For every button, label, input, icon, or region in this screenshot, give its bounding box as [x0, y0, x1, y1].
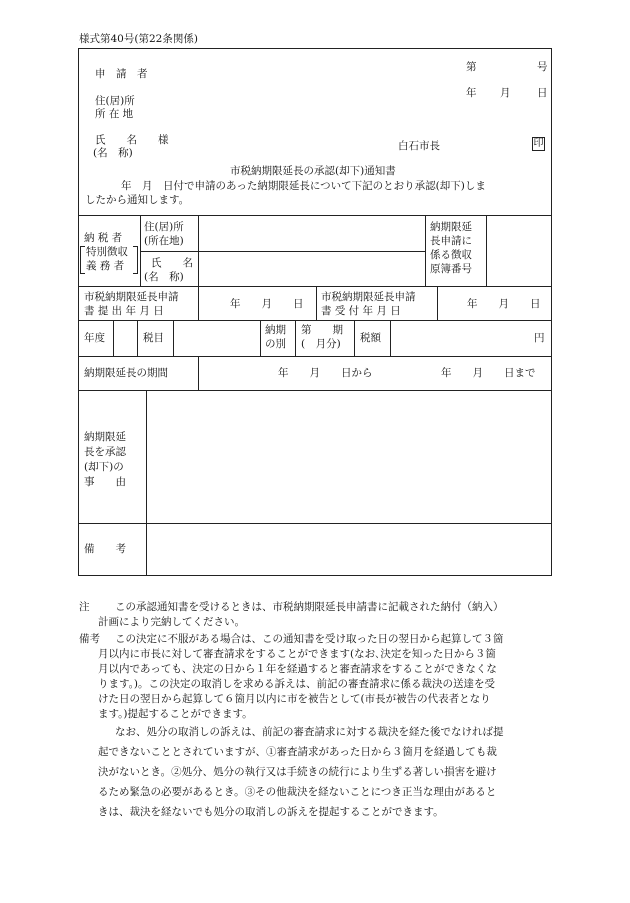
biko-line-2: 月以内に市長に対して審査請求をすることができます(なお､決定を知った日から３箇 — [98, 648, 496, 660]
term-label: 第 期 — [301, 324, 343, 336]
reason-label-4: 事 由 — [84, 476, 126, 488]
bracket-right — [133, 246, 138, 274]
number-dai: 第 — [466, 61, 477, 73]
divider — [140, 251, 425, 252]
special-collector-label: 特別徴収 — [86, 246, 128, 258]
taxpayer-name-label-2: (名 称) — [144, 271, 184, 283]
issue-month: 月 — [500, 87, 511, 99]
period-label-2: の別 — [265, 338, 286, 350]
biko-line-3: 月以内であっても、決定の日から１年を経過すると審査請求をすることができなくな — [98, 663, 497, 675]
taxpayer-label: 納 税 者 — [84, 232, 123, 244]
biko-line-5: けた日の翌日から起算して６箇月以内に市を被告として(市長が被告の代表者となり — [98, 693, 491, 705]
reason-label-2: 長を承認 — [84, 446, 126, 458]
applicant-label: 申 請 者 — [95, 68, 148, 80]
name-label: 氏 名 様 — [95, 134, 169, 146]
note-label: 注 — [79, 601, 90, 613]
obligor-label: 義 務 者 — [86, 260, 125, 272]
para-line-4: るため緊急の必要があるとき。③その他裁決を経ないことにつき正当な理由があると — [98, 786, 497, 798]
divider — [173, 320, 174, 356]
para-line-1: なお、処分の取消しの訴えは、前記の審査請求に対する裁決を経た後でなければ提 — [115, 726, 504, 738]
mayor-name: 白石市長 — [398, 140, 440, 152]
taxpayer-address-label-2: (所在地) — [144, 235, 184, 247]
divider — [78, 523, 552, 524]
extension-from: 年 月 日から — [278, 367, 373, 379]
divider — [146, 390, 147, 576]
para-line-2: 起できないこととされていますが、①審査請求があった日から３箇月を経過しても裁 — [98, 746, 497, 758]
issue-day: 日 — [537, 87, 548, 99]
submit-date-label: 市税納期限延長申請 — [84, 291, 179, 303]
divider — [78, 356, 552, 357]
number-go: 号 — [537, 61, 548, 73]
divider — [295, 320, 296, 356]
receipt-date-label: 市税納期限延長申請 — [321, 291, 416, 303]
address-label-2: 所 在 地 — [95, 108, 134, 120]
form-id: 様式第40号(第22条関係) — [79, 33, 198, 45]
ledger-label-4: 原簿番号 — [430, 263, 472, 275]
divider — [198, 356, 199, 390]
divider — [390, 320, 391, 356]
divider — [78, 286, 552, 287]
divider — [140, 215, 141, 286]
divider — [137, 320, 138, 356]
divider — [78, 215, 552, 216]
remarks-label: 備 考 — [84, 543, 126, 555]
divider — [113, 320, 114, 356]
yen-unit: 円 — [534, 332, 545, 344]
divider — [78, 320, 552, 321]
para-line-3: 決がないとき。②処分、処分の執行又は手続きの続行により生ずる著しい損害を避け — [98, 766, 497, 778]
ledger-label-3: 係る徴収 — [430, 249, 472, 261]
extension-period-label: 納期限延長の期間 — [84, 367, 168, 379]
divider — [486, 215, 487, 286]
ledger-label-2: 長申請に — [430, 235, 472, 247]
submit-date: 年 月 日 — [230, 298, 304, 310]
reason-label-1: 納期限延 — [84, 431, 126, 443]
taxpayer-name-label: 氏 名 — [151, 257, 193, 269]
biko-line-4: ります。)。この決定の取消しを求める訴えは、前記の審査請求に係る裁決の送達を受 — [98, 678, 496, 690]
divider — [198, 286, 199, 320]
term-month: ( 月分) — [301, 338, 341, 350]
biko-label: 備考 — [79, 633, 100, 645]
biko-line-6: ます。)提起することができます。 — [98, 708, 253, 720]
document-title: 市税納期限延長の承認(却下)通知書 — [230, 165, 396, 177]
intro-line-2: したから通知します。 — [85, 194, 190, 206]
divider — [198, 215, 199, 286]
bracket-left — [80, 246, 85, 274]
fiscal-year-label: 年度 — [84, 332, 105, 344]
submit-date-label-2: 書 提 出 年 月 日 — [84, 305, 164, 317]
biko-line-1: この決定に不服がある場合は、この通知書を受け取った日の翌日から起算して３箇 — [115, 633, 504, 645]
extension-to: 年 月 日まで — [441, 367, 536, 379]
note-line-1: この承認通知書を受けるときは、市税納期限延長申請書に記載された納付（納入） — [115, 601, 504, 613]
receipt-date: 年 月 日 — [467, 298, 541, 310]
taxpayer-address-label: 住(居)所 — [144, 221, 184, 233]
reason-label-3: (却下)の — [84, 461, 124, 473]
note-line-2: 計画により完納してください。 — [98, 616, 245, 628]
seal-mark: 印 — [533, 138, 544, 149]
divider — [425, 215, 426, 286]
period-label: 納期 — [265, 324, 286, 336]
intro-line-1: 年 月 日付で申請のあった納期限延長について下記のとおり承認(却下)しま — [121, 180, 486, 192]
receipt-date-label-2: 書 受 付 年 月 日 — [321, 305, 401, 317]
ledger-label-1: 納期限延 — [430, 221, 472, 233]
divider — [316, 286, 317, 320]
name-label-2: (名 称) — [93, 147, 133, 159]
tax-amount-label: 税額 — [360, 332, 381, 344]
address-label: 住(居)所 — [95, 95, 135, 107]
divider — [78, 390, 552, 391]
divider — [354, 320, 355, 356]
issue-year: 年 — [466, 87, 477, 99]
para-line-5: きは、裁決を経ないでも処分の取消しの訴えを提起することができます。 — [98, 806, 444, 818]
divider — [260, 320, 261, 356]
tax-item-label: 税目 — [143, 332, 164, 344]
divider — [437, 286, 438, 320]
